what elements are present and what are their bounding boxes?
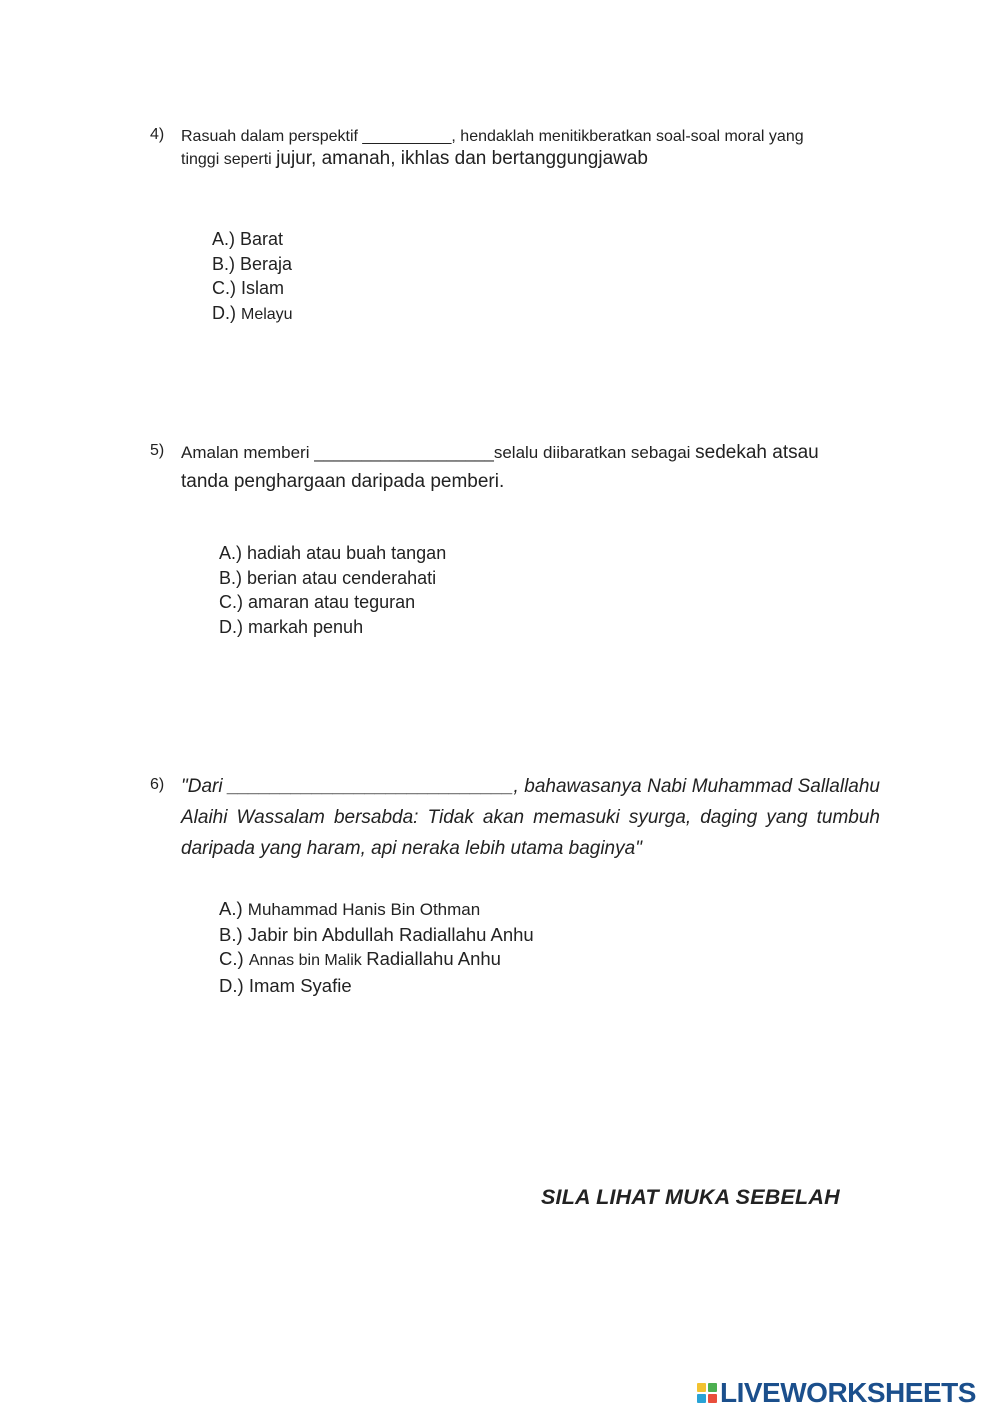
option-c[interactable]: C.) amaran atau teguran (219, 592, 416, 613)
option-b[interactable]: B.) Beraja (212, 253, 293, 274)
option-a[interactable]: A.) Barat (212, 229, 284, 249)
option-b[interactable]: B.) berian atau cenderahati (219, 567, 437, 588)
question-number: 6) (150, 776, 165, 793)
footer-note: SILA LIHAT MUKA SEBELAH (541, 1185, 840, 1209)
question-6-options (219, 897, 534, 998)
question-4 (150, 126, 880, 177)
question-number: 5) (150, 442, 165, 459)
option-b[interactable]: B.) Jabir bin Abdullah Radiallahu Anhu (219, 923, 534, 945)
question-text: "Dari ___________________________, bahawasanya Nabi Muhammad Sallallahu Alaihi Wassalam bersabda: Tidak akan memasuki syurga, daging yang tumbuh daripada yang haram, api neraka lebih utama baginya" (181, 776, 880, 859)
option-a[interactable]: A.) hadiah atau buah tangan (219, 543, 447, 563)
question-text: Rasuah dalam perspektif __________, hendaklah menitikberatkan soal-soal moral yang tinggi seperti jujur, amanah, ikhlas dan bertanggungjawab (181, 128, 804, 169)
liveworksheets-brand (697, 1378, 976, 1408)
question-4-options (212, 227, 293, 327)
question-number: 4) (150, 126, 165, 143)
option-c[interactable]: C.) Islam (212, 278, 285, 299)
question-5-options (219, 541, 446, 639)
brand-name: LIVEWORKSHEETS (720, 1377, 976, 1408)
option-a[interactable]: A.) Muhammad Hanis Bin Othman (219, 898, 481, 919)
option-d[interactable]: D.) markah penuh (219, 616, 364, 637)
option-c[interactable]: C.) Annas bin Malik Radiallahu Anhu (219, 948, 501, 970)
question-text: Amalan memberi ___________________selalu diibaratkan sebagai sedekah atsau tanda penghargaan daripada pemberi. (181, 442, 819, 492)
question-6 (150, 771, 880, 864)
liveworksheets-logo-icon (697, 1383, 717, 1403)
option-d[interactable]: D.) Melayu (212, 302, 293, 323)
question-5 (150, 439, 880, 497)
option-d[interactable]: D.) Imam Syafie (219, 974, 352, 996)
